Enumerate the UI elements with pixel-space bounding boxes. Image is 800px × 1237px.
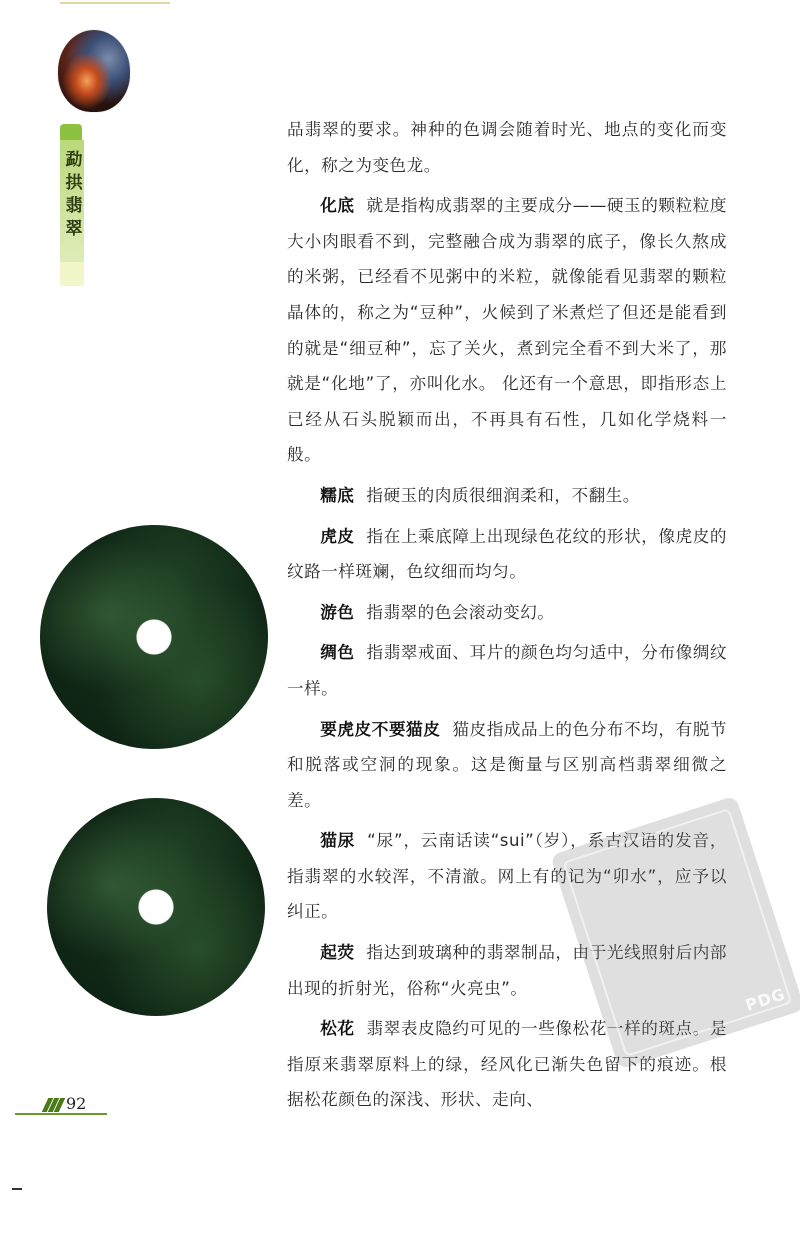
paragraph bbox=[287, 188, 727, 473]
paragraph-text: 品翡翠的要求。神种的色调会随着时光、地点的变化而变化，称之为变色龙。 bbox=[287, 120, 727, 175]
paragraph bbox=[287, 712, 727, 819]
paragraph-text: 指在上乘底障上出现绿色花纹的形状，像虎皮的纹路一样斑斓，色纹细而均匀。 bbox=[287, 526, 728, 582]
watermark-text: PDG bbox=[742, 984, 788, 1015]
paragraph-text: 就是指构成翡翠的主要成分——硬玉的颗粒粒度大小肉眼看不到，完整融合成为翡翠的底子，像长久熬成的米粥，已经看不见粥中的米粒，就像能看见翡翠的颗粒晶体的，称之为“豆种”，火候到了米煮烂了但还是能看到的就是“细豆种”，忘了关火，煮到完全看不到大米了，那就是“化地”了，亦叫化水。 化还有一个意思，即指形态上已经从石头脱颖而出，不再具有石性，几如化学烧料一般。 bbox=[287, 196, 728, 465]
paragraph bbox=[287, 112, 727, 183]
jade-disc-image bbox=[40, 525, 268, 749]
paragraph-text: “尿”，云南话读“sui”（岁），系古汉语的发音，指翡翠的水较浑，不清澈。网上有的记为“卯水”，应予以纠正。 bbox=[287, 831, 727, 922]
term-heading: 起荧 bbox=[320, 943, 355, 963]
paragraph bbox=[287, 635, 727, 706]
term-heading: 绸色 bbox=[320, 643, 355, 663]
term-heading: 糯底 bbox=[320, 485, 355, 505]
edge-mark bbox=[12, 1188, 22, 1190]
term-heading: 游色 bbox=[320, 602, 355, 622]
term-heading: 松花 bbox=[320, 1019, 355, 1039]
jade-disc-image bbox=[47, 798, 265, 1016]
side-tab-end bbox=[60, 262, 84, 286]
top-rule bbox=[60, 2, 170, 4]
paragraph bbox=[287, 595, 727, 631]
paragraph-text: 指翡翠戒面、耳片的颜色均匀适中，分布像绸纹一样。 bbox=[287, 643, 728, 698]
paragraph-text: 指达到玻璃种的翡翠制品，由于光线照射后内部出现的折射光，俗称“火亮虫”。 bbox=[287, 943, 728, 998]
page-number: 92 bbox=[66, 1094, 87, 1113]
paragraph-text: 翡翠表皮隐约可见的一些像松花一样的斑点。是指原来翡翠原料上的绿，经风化已渐失色留下的痕迹。根据松花颜色的深浅、形状、走向、 bbox=[287, 1019, 728, 1110]
term-heading: 化底 bbox=[320, 196, 355, 216]
term-heading: 虎皮 bbox=[320, 526, 355, 546]
chapter-side-label: 勐拱翡翠 bbox=[61, 150, 82, 242]
chevron-decoration-icon bbox=[45, 1098, 62, 1112]
jade-carving-thumbnail bbox=[58, 30, 130, 112]
paragraph-text: 指硬玉的肉质很细润柔和，不翻生。 bbox=[366, 485, 640, 505]
footer-rule bbox=[15, 1113, 107, 1115]
page-footer bbox=[45, 1096, 86, 1112]
paragraph-text: 指翡翠的色会滚动变幻。 bbox=[366, 602, 555, 622]
term-heading: 要虎皮不要猫皮 bbox=[320, 719, 441, 739]
paragraph bbox=[287, 478, 727, 514]
paragraph bbox=[287, 519, 727, 590]
term-heading: 猫尿 bbox=[320, 831, 356, 851]
paragraph-text: 猫皮指成品上的色分布不均，有脱节和脱落或空洞的现象。这是衡量与区别高档翡翠细微之差。 bbox=[287, 719, 728, 810]
